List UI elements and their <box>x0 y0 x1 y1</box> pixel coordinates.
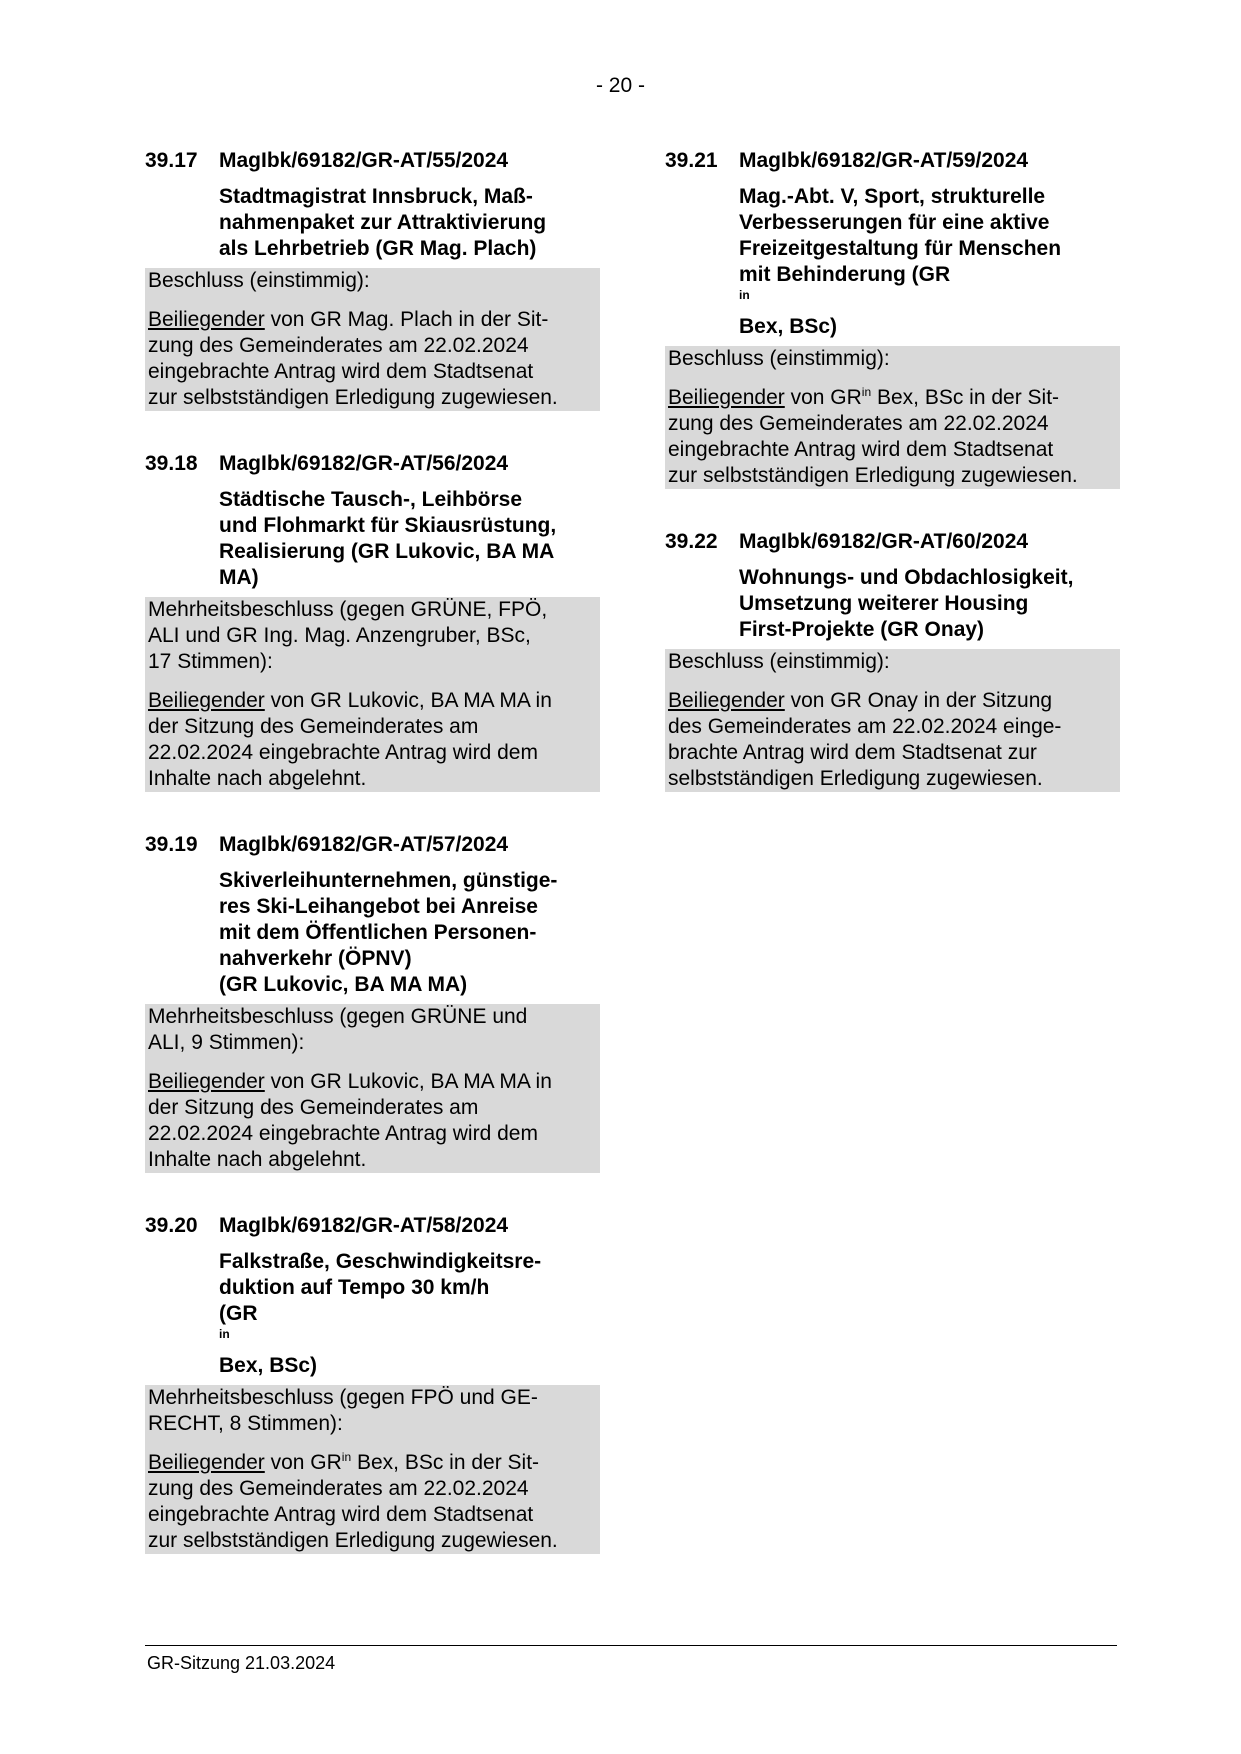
decision-line: zung des Gemeinderates am 22.02.2024 <box>148 1477 529 1500</box>
underlined-word: Beiliegender <box>148 1451 265 1474</box>
decision-line-part: von GR <box>784 386 862 409</box>
decision-line-rest: von GR Onay in der Sitzung <box>784 689 1053 712</box>
footer-divider <box>145 1645 1117 1646</box>
decision-line <box>148 307 597 333</box>
decision-line: eingebrachte Antrag wird dem Stadtsenat <box>668 438 1054 461</box>
item-heading <box>665 529 1120 555</box>
title-line: und Flohmarkt für Skiausrüstung, <box>219 514 557 537</box>
item-title <box>219 1249 600 1379</box>
decision-box <box>145 268 600 411</box>
decision-line <box>148 688 597 714</box>
title-line: nahverkehr (ÖPNV) <box>219 947 412 970</box>
underlined-word: Beiliegender <box>148 689 265 712</box>
decision-box <box>145 1385 600 1554</box>
decision-line-rest: Bex, BSc in der Sit- <box>351 1451 540 1474</box>
title-line: Realisierung (GR Lukovic, BA MA <box>219 540 555 563</box>
superscript: in <box>739 288 750 302</box>
agenda-item-39-22 <box>665 529 1120 792</box>
decision-type-line: ALI und GR Ing. Mag. Anzengruber, BSc, <box>148 624 531 647</box>
decision-text <box>148 1450 597 1554</box>
decision-line-rest: von GR Mag. Plach in der Sit- <box>264 308 549 331</box>
left-column <box>145 148 600 1594</box>
decision-type: Beschluss (einstimmig): <box>668 347 890 370</box>
item-title <box>219 487 600 591</box>
underlined-word: Beiliegender <box>148 308 265 331</box>
title-line: mit dem Öffentlichen Personen- <box>219 921 537 944</box>
decision-line: selbstständigen Erledigung zugewiesen. <box>668 767 1043 790</box>
title-line-part: Bex, BSc) <box>219 1354 318 1377</box>
decision-box <box>665 649 1120 792</box>
title-line: Wohnungs- und Obdachlosigkeit, <box>739 566 1074 589</box>
decision-line <box>148 1069 597 1095</box>
decision-line: Inhalte nach abgelehnt. <box>148 1148 367 1171</box>
item-heading <box>145 148 600 174</box>
title-line-part: mit Behinderung (GR <box>739 263 951 286</box>
title-line: Städtische Tausch-, Leihbörse <box>219 488 523 511</box>
title-line: MA) <box>219 566 259 589</box>
title-line: Verbesserungen für eine aktive <box>739 211 1050 234</box>
underlined-word: Beiliegender <box>668 386 785 409</box>
item-number: 39.18 <box>145 452 198 475</box>
decision-line: 22.02.2024 eingebrachte Antrag wird dem <box>148 1122 538 1145</box>
decision-line: eingebrachte Antrag wird dem Stadtsenat <box>148 360 534 383</box>
decision-type <box>148 597 597 688</box>
agenda-item-39-17 <box>145 148 600 411</box>
item-number: 39.19 <box>145 833 198 856</box>
item-heading <box>145 832 600 858</box>
right-column <box>665 148 1120 832</box>
decision-line <box>668 385 1117 411</box>
decision-type-line: 17 Stimmen): <box>148 650 273 673</box>
decision-type: Beschluss (einstimmig): <box>148 269 370 292</box>
title-line <box>219 1301 600 1379</box>
item-heading <box>145 451 600 477</box>
superscript: in <box>861 385 872 399</box>
title-line: Falkstraße, Geschwindigkeitsre- <box>219 1250 542 1273</box>
decision-text <box>148 688 597 792</box>
decision-line <box>148 1450 597 1476</box>
decision-line-rest: Bex, BSc in der Sit- <box>871 386 1060 409</box>
title-line-part: (GR <box>219 1302 258 1325</box>
underlined-word: Beiliegender <box>668 689 785 712</box>
decision-type <box>148 1385 597 1450</box>
decision-text <box>668 688 1117 792</box>
superscript: in <box>219 1327 230 1341</box>
decision-type-line: RECHT, 8 Stimmen): <box>148 1412 343 1435</box>
item-title <box>219 868 600 998</box>
item-number: 39.21 <box>665 149 718 172</box>
superscript: in <box>341 1450 352 1464</box>
title-line: Skiverleihunternehmen, günstige- <box>219 869 558 892</box>
decision-line: der Sitzung des Gemeinderates am <box>148 1096 479 1119</box>
title-line: (GR Lukovic, BA MA MA) <box>219 973 468 996</box>
title-line: nahmenpaket zur Attraktivierung <box>219 211 547 234</box>
title-line: res Ski-Leihangebot bei Anreise <box>219 895 538 918</box>
decision-text <box>148 1069 597 1173</box>
item-reference: MagIbk/69182/GR-AT/58/2024 <box>219 1214 509 1237</box>
decision-text <box>148 307 597 411</box>
decision-type-line: Mehrheitsbeschluss (gegen GRÜNE und <box>148 1005 528 1028</box>
decision-type-line: ALI, 9 Stimmen): <box>148 1031 305 1054</box>
title-line: Mag.-Abt. V, Sport, strukturelle <box>739 185 1046 208</box>
decision-type-line: Mehrheitsbeschluss (gegen FPÖ und GE- <box>148 1386 538 1409</box>
decision-line: zur selbstständigen Erledigung zugewiesen. <box>668 464 1078 487</box>
title-line-part: Bex, BSc) <box>739 315 838 338</box>
decision-line-rest: von GR Lukovic, BA MA MA in <box>264 1070 552 1093</box>
decision-line: zur selbstständigen Erledigung zugewiesen. <box>148 386 558 409</box>
item-number: 39.22 <box>665 530 718 553</box>
decision-line: eingebrachte Antrag wird dem Stadtsenat <box>148 1503 534 1526</box>
item-reference: MagIbk/69182/GR-AT/55/2024 <box>219 149 509 172</box>
title-line: duktion auf Tempo 30 km/h <box>219 1276 490 1299</box>
item-reference: MagIbk/69182/GR-AT/60/2024 <box>739 530 1029 553</box>
decision-line: brachte Antrag wird dem Stadtsenat zur <box>668 741 1037 764</box>
decision-line: zung des Gemeinderates am 22.02.2024 <box>148 334 529 357</box>
decision-text <box>668 385 1117 489</box>
decision-line: der Sitzung des Gemeinderates am <box>148 715 479 738</box>
title-line: Stadtmagistrat Innsbruck, Maß- <box>219 185 533 208</box>
agenda-item-39-20 <box>145 1213 600 1554</box>
decision-box <box>665 346 1120 489</box>
decision-line <box>668 688 1117 714</box>
decision-line: 22.02.2024 eingebrachte Antrag wird dem <box>148 741 538 764</box>
item-reference: MagIbk/69182/GR-AT/56/2024 <box>219 452 509 475</box>
decision-type <box>148 1004 597 1069</box>
item-reference: MagIbk/69182/GR-AT/59/2024 <box>739 149 1029 172</box>
item-title <box>739 565 1120 643</box>
title-line: als Lehrbetrieb (GR Mag. Plach) <box>219 237 537 260</box>
title-line: First-Projekte (GR Onay) <box>739 618 985 641</box>
decision-box <box>145 597 600 792</box>
decision-line: zur selbstständigen Erledigung zugewiesen. <box>148 1529 558 1552</box>
footer-text: GR-Sitzung 21.03.2024 <box>147 1653 336 1673</box>
item-title <box>219 184 600 262</box>
item-title <box>739 184 1120 340</box>
decision-type: Beschluss (einstimmig): <box>668 650 890 673</box>
decision-line: Inhalte nach abgelehnt. <box>148 767 367 790</box>
decision-line-part: von GR <box>264 1451 342 1474</box>
item-number: 39.20 <box>145 1214 198 1237</box>
agenda-item-39-18 <box>145 451 600 792</box>
agenda-item-39-19 <box>145 832 600 1173</box>
decision-line: des Gemeinderates am 22.02.2024 einge- <box>668 715 1062 738</box>
decision-type-line: Mehrheitsbeschluss (gegen GRÜNE, FPÖ, <box>148 598 548 621</box>
decision-line: zung des Gemeinderates am 22.02.2024 <box>668 412 1049 435</box>
decision-box <box>145 1004 600 1173</box>
item-reference: MagIbk/69182/GR-AT/57/2024 <box>219 833 509 856</box>
item-heading <box>665 148 1120 174</box>
item-number: 39.17 <box>145 149 198 172</box>
title-line: Freizeitgestaltung für Menschen <box>739 237 1062 260</box>
underlined-word: Beiliegender <box>148 1070 265 1093</box>
title-line: Umsetzung weiterer Housing <box>739 592 1029 615</box>
item-heading <box>145 1213 600 1239</box>
title-line <box>739 262 1120 340</box>
page-number: - 20 - <box>595 74 645 97</box>
agenda-item-39-21 <box>665 148 1120 489</box>
decision-line-rest: von GR Lukovic, BA MA MA in <box>264 689 552 712</box>
